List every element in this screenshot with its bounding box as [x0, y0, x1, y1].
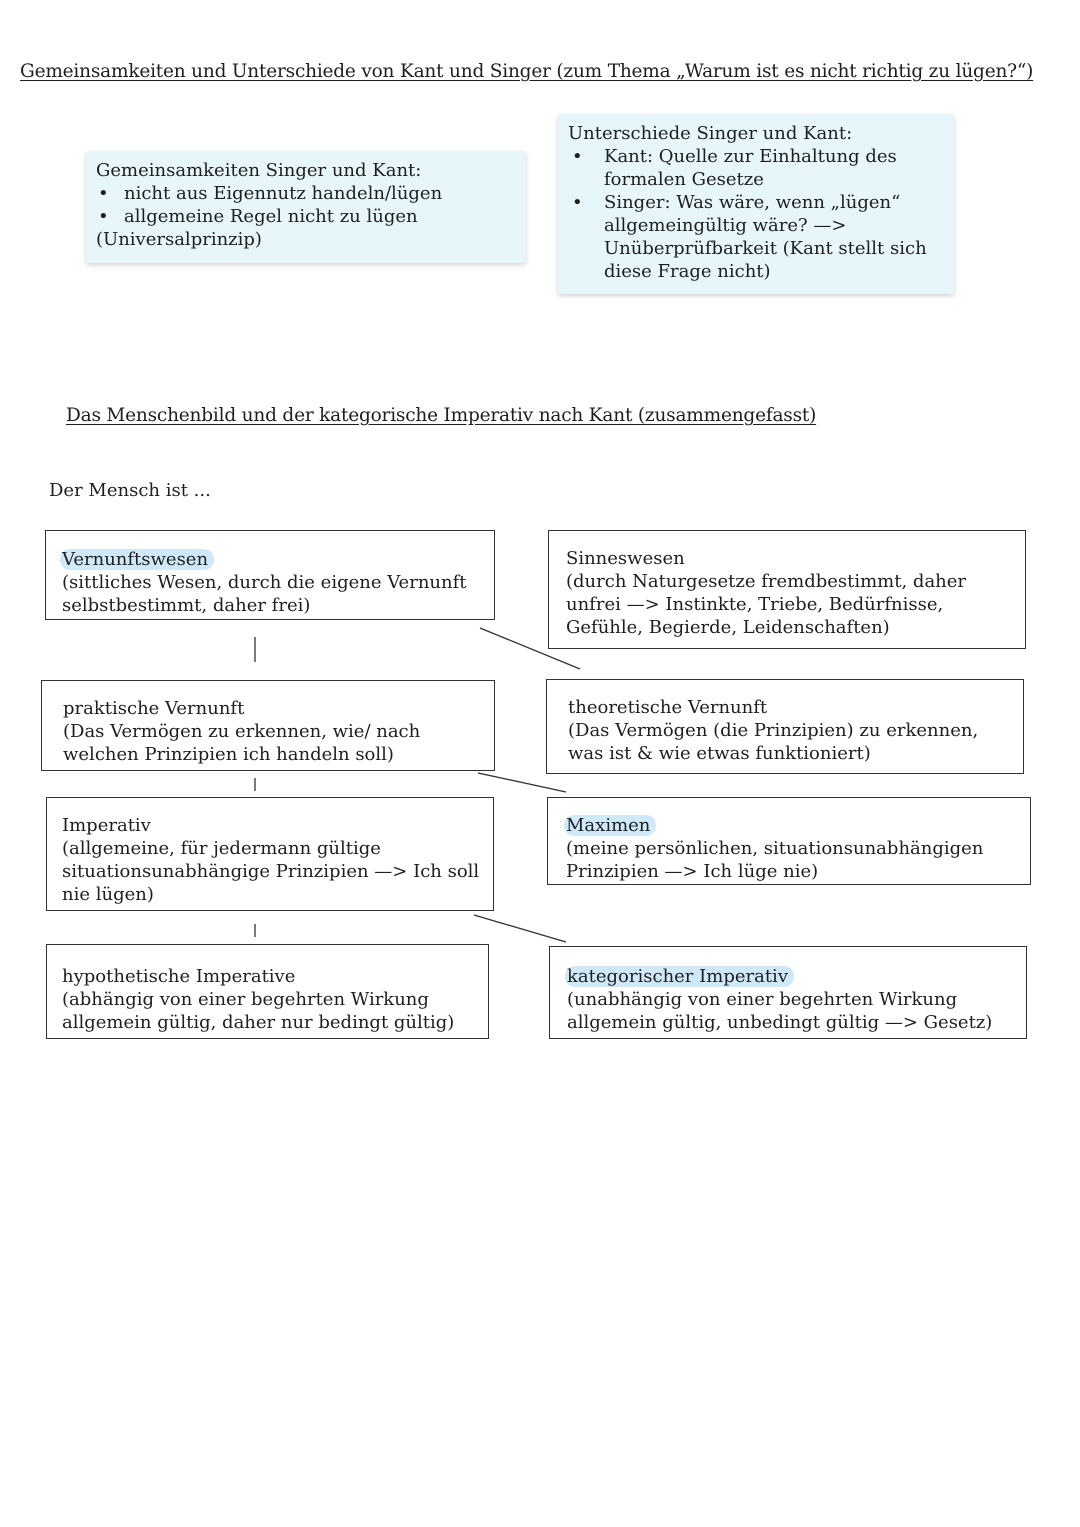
- box-text: (Das Vermögen (die Prinzipien) zu erkennen, was ist & wie etwas funktioniert): [568, 720, 979, 764]
- list-item: • nicht aus Eigennutz handeln/lügen: [96, 182, 516, 205]
- section-heading-menschenbild: Das Menschenbild und der kategorische Imperativ nach Kant (zusammengefasst): [66, 405, 817, 426]
- connector-line: [474, 915, 566, 942]
- note-title: Gemeinsamkeiten Singer und Kant:: [96, 160, 422, 181]
- box-title: Sinneswesen: [566, 548, 685, 569]
- box-title: praktische Vernunft: [63, 698, 245, 719]
- box-title: Imperativ: [62, 815, 151, 836]
- list-item: • allgemeine Regel nicht zu lügen: [96, 205, 516, 228]
- box-text: (Das Vermögen zu erkennen, wie/ nach welchen Prinzipien ich handeln soll): [63, 721, 421, 765]
- box-text: (allgemeine, für jedermann gültige situationsunabhängige Prinzipien —> Ich soll nie lügen): [62, 838, 480, 905]
- box-text: (meine persönlichen, situationsunabhängigen Prinzipien —> Ich lüge nie): [566, 838, 984, 882]
- box-vernunftswesen: [45, 530, 495, 620]
- box-text: (sittliches Wesen, durch die eigene Vernunft selbstbestimmt, daher frei): [62, 572, 467, 616]
- box-title: kategorischer Imperativ: [565, 966, 794, 987]
- box-praktische-vernunft: [41, 680, 495, 771]
- note-title: Unterschiede Singer und Kant:: [568, 123, 853, 144]
- box-title: theoretische Vernunft: [568, 697, 768, 718]
- box-text: (durch Naturgesetze fremdbestimmt, daher unfrei —> Instinkte, Triebe, Bedürfnisse, Gefühle, Begierde, Leidenschaften): [566, 571, 967, 638]
- box-maximen: [547, 797, 1031, 885]
- list-item: • Singer: Was wäre, wenn „lügen“ allgemeingültig wäre? —> Unüberprüfbarkeit (Kant stellt sich diese Frage nicht): [568, 191, 944, 283]
- box-text: (unabhängig von einer begehrten Wirkung allgemein gültig, unbedingt gültig —> Gesetz): [567, 989, 993, 1033]
- box-title: Vernunftswesen: [60, 549, 214, 570]
- box-theoretische-vernunft: [546, 679, 1024, 774]
- box-imperativ: [46, 797, 494, 911]
- box-title: hypothetische Imperative: [62, 966, 296, 987]
- note-footer: (Universalprinzip): [96, 229, 262, 250]
- box-kategorischer-imperativ: [549, 946, 1027, 1039]
- box-title: Maximen: [564, 815, 656, 836]
- intro-text: Der Mensch ist ...: [49, 480, 211, 501]
- list-item: • Kant: Quelle zur Einhaltung des formalen Gesetze: [568, 145, 944, 191]
- section-heading-comparison: Gemeinsamkeiten und Unterschiede von Kant und Singer (zum Thema „Warum ist es nicht richtig zu lügen?“): [20, 61, 1034, 82]
- connector-line: [478, 773, 566, 792]
- box-text: (abhängig von einer begehrten Wirkung allgemein gültig, daher nur bedingt gültig): [62, 989, 455, 1033]
- box-sinneswesen: [548, 530, 1026, 649]
- box-hypothetische-imperative: [46, 944, 489, 1039]
